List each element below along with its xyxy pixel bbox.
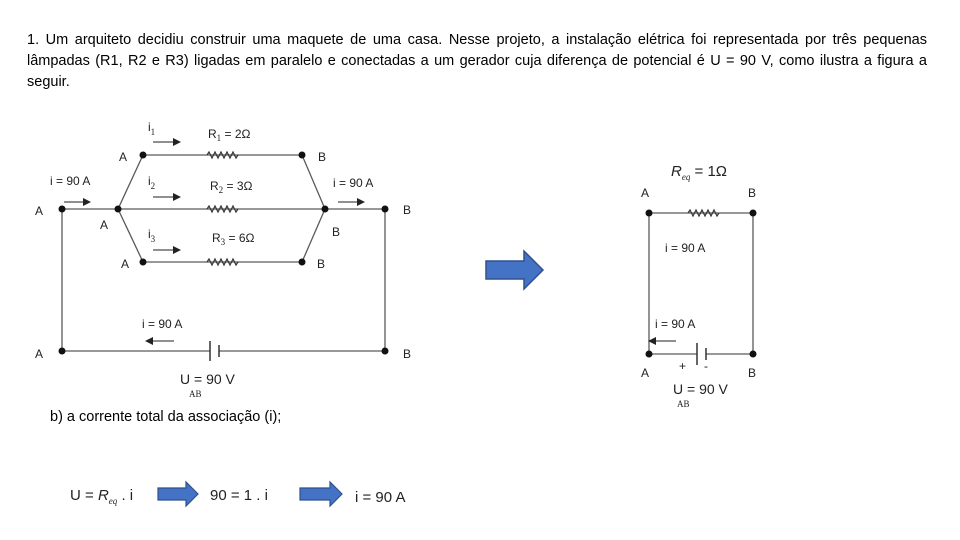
label-i1: $i_1$ [148, 120, 156, 137]
node-dot [59, 206, 66, 213]
node-dot [750, 351, 757, 358]
current-label-bottom: i = 90 A [142, 317, 183, 331]
transform-arrow [486, 251, 543, 289]
solution-arrow-2 [300, 482, 342, 506]
node-label-b: B [318, 150, 327, 164]
node-dot [299, 152, 306, 159]
voltage-subscript: AB [677, 399, 690, 409]
node-label-a: A [35, 347, 44, 361]
current-label-top: i = 90 A [665, 241, 706, 255]
plus-sign: + [679, 359, 687, 373]
current-label-right: i = 90 A [333, 176, 374, 190]
node-dot [115, 206, 122, 213]
node-label-b: B [748, 366, 757, 380]
equivalent-wire [649, 213, 753, 354]
node-label-a: A [121, 257, 130, 271]
minus-sign: - [704, 359, 708, 373]
label-r2: $R_2 = 3\Omega$ [210, 179, 253, 195]
node-dot [646, 210, 653, 217]
node-label-a: A [641, 186, 650, 200]
solution-step-3: i = 90 A [355, 489, 406, 506]
node-dot [322, 206, 329, 213]
node-dot [646, 351, 653, 358]
solution-step-2: 90 = 1 . i [210, 487, 268, 504]
solution-arrow-1 [158, 482, 198, 506]
solution-step-1: $U = R_{eq}$ . i [70, 487, 134, 506]
node-label-b: B [332, 225, 341, 239]
question-text: 1. Um arquiteto decidiu construir uma maquete de uma casa. Nesse projeto, a instalação elétrica foi representada por três pequenas lâmpadas (R1, R2 e R3) ligadas em paralelo e conectadas a um gerador cuja diferença de potencial é U = 90 V, como ilustra a figura a seguir. [27, 32, 927, 90]
node-dot [382, 348, 389, 355]
node-dot [299, 259, 306, 266]
label-i3: $i_3$ [148, 227, 156, 244]
node-dot [382, 206, 389, 213]
current-label-bottom: i = 90 A [655, 317, 696, 331]
node-dot [59, 348, 66, 355]
label-r3: $R_3 = 6\Omega$ [212, 231, 255, 247]
label-req: $R_{eq} = 1\Omega$ [671, 163, 727, 182]
battery-symbol [210, 341, 219, 361]
node-label-a: A [641, 366, 650, 380]
voltage-label: U = 90 V [180, 371, 235, 387]
node-label-b: B [748, 186, 757, 200]
label-r1: $R_1 = 2\Omega$ [208, 127, 251, 143]
node-label-b: B [403, 347, 412, 361]
voltage-label: U = 90 V [673, 381, 728, 397]
node-label-b: B [317, 257, 326, 271]
node-dot [750, 210, 757, 217]
node-label-b: B [403, 203, 412, 217]
current-label-left: i = 90 A [50, 174, 91, 188]
equivalent-circuit-diagram [649, 213, 753, 354]
node-label-a: A [100, 218, 109, 232]
node-dot [140, 152, 147, 159]
node-dots [646, 210, 757, 358]
node-label-a: A [35, 204, 44, 218]
voltage-subscript: AB [189, 389, 202, 399]
node-dot [140, 259, 147, 266]
label-i2: $i_2$ [148, 174, 156, 191]
node-label-a: A [119, 150, 128, 164]
part-b-text: b) a corrente total da associação (i); [50, 409, 282, 425]
